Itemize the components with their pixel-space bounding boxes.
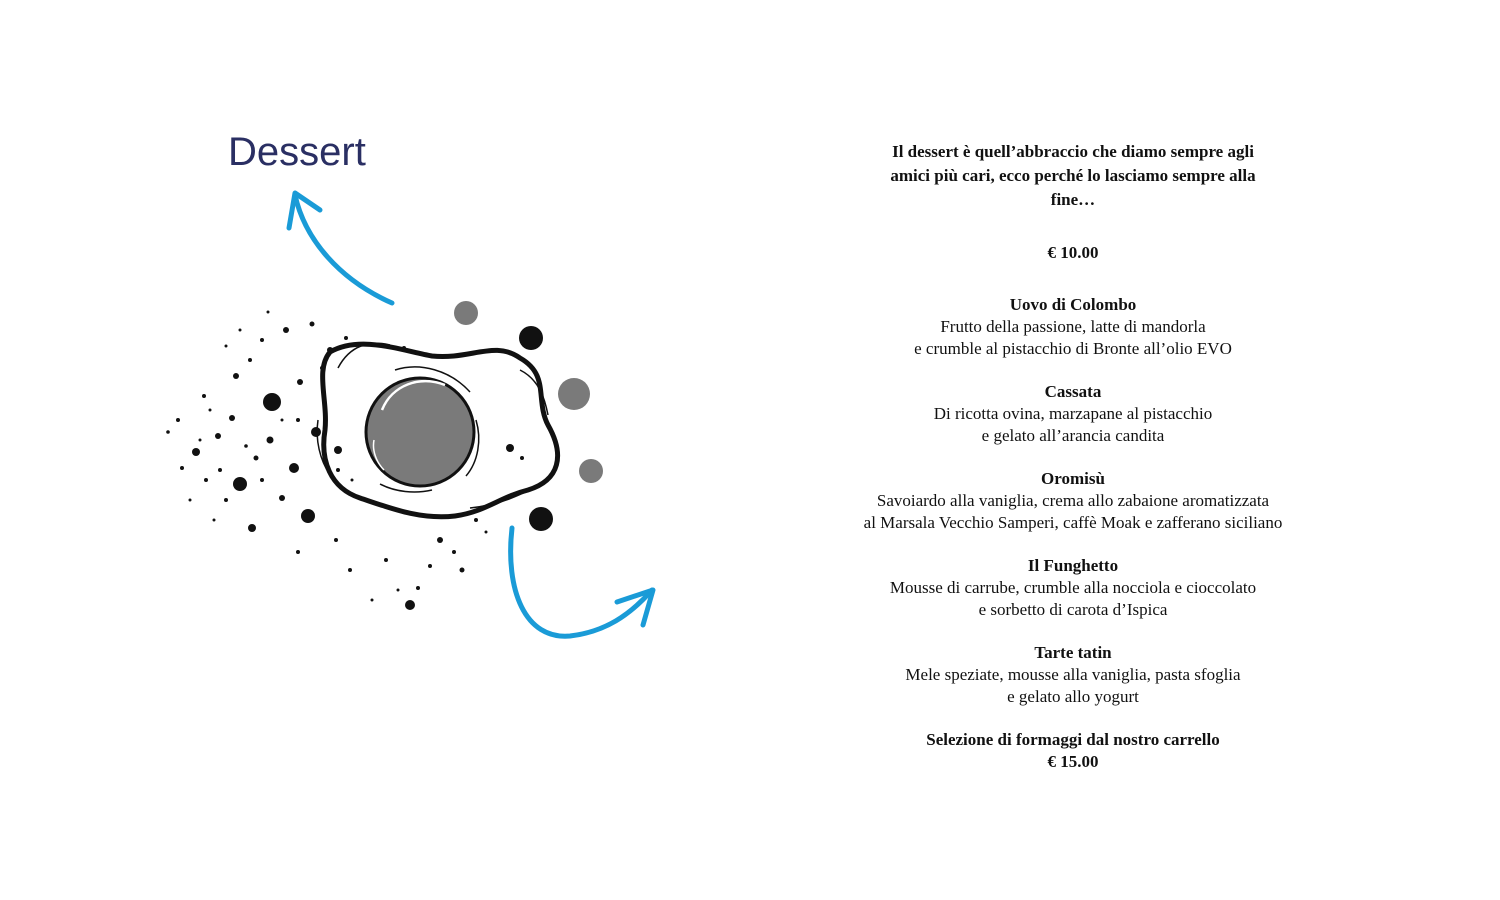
menu-item-description: al Marsala Vecchio Samperi, caffè Moak e zafferano siciliano [863, 513, 1283, 532]
menu-item-description: e sorbetto di carota d’Ispica [978, 600, 1168, 619]
menu-price: € 10.00 [1047, 243, 1099, 262]
menu-item [823, 294, 1323, 360]
menu-item-name: Tarte tatin [1034, 643, 1112, 662]
cheese-selection-price: € 15.00 [1047, 752, 1099, 771]
menu-item-description: Savoiardo alla vaniglia, crema allo zabaione aromatizzata [876, 491, 1270, 510]
menu-item [823, 381, 1323, 447]
menu-item-description: e gelato allo yogurt [1007, 687, 1139, 706]
cheese-selection-name: Selezione di formaggi dal nostro carrello [926, 730, 1220, 749]
arrow-down-right-icon [511, 528, 653, 636]
menu-item [823, 468, 1323, 534]
cheese-selection [823, 729, 1323, 773]
menu-item-description: e crumble al pistacchio di Bronte all’olio EVO [914, 339, 1232, 358]
menu-item-description: Frutto della passione, latte di mandorla [940, 317, 1206, 336]
menu-item-description: e gelato all’arancia candita [981, 426, 1165, 445]
menu-item-name: Cassata [1044, 382, 1102, 401]
menu [823, 140, 1323, 773]
menu-item-description: Di ricotta ovina, marzapane al pistacchio [933, 404, 1213, 423]
page-title: Dessert [228, 130, 366, 174]
arrow-up-left-icon [289, 193, 392, 303]
menu-item-name: Oromisù [1041, 469, 1105, 488]
menu-item-name: Il Funghetto [1027, 556, 1119, 575]
menu-item [823, 642, 1323, 708]
menu-item-name: Uovo di Colombo [1009, 295, 1137, 314]
menu-item [823, 555, 1323, 621]
menu-item-description: Mele speziate, mousse alla vaniglia, pasta sfoglia [905, 665, 1241, 684]
menu-intro: Il dessert è quell’abbraccio che diamo sempre agli amici più cari, ecco perché lo lasciamo sempre alla fine… [890, 142, 1256, 209]
menu-item-description: Mousse di carrube, crumble alla nocciola e cioccolato [889, 578, 1257, 597]
menu-items [823, 294, 1323, 773]
